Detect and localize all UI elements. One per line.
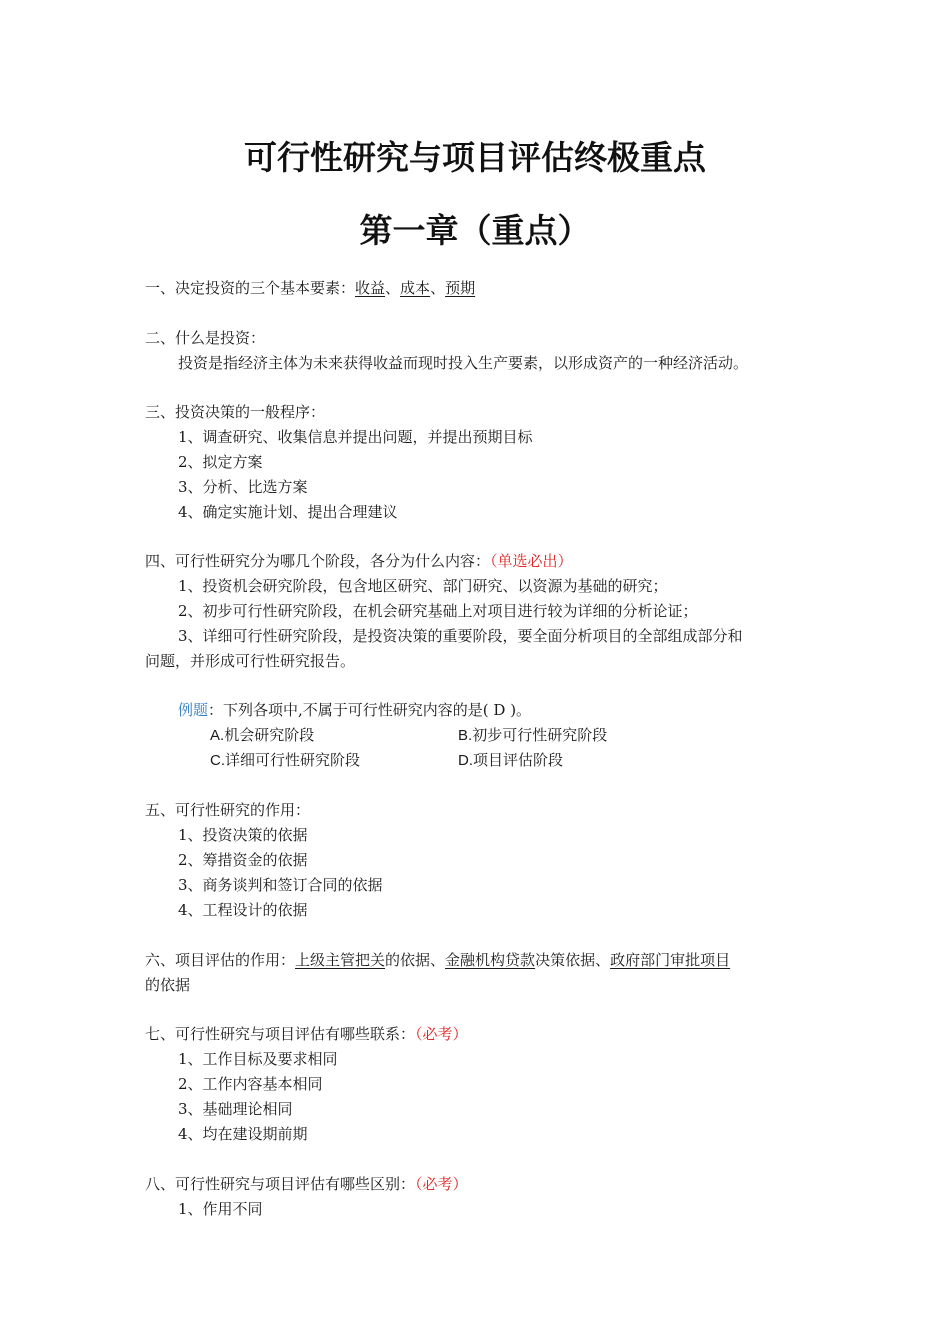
option-d: D.项目评估阶段 — [458, 751, 564, 769]
chapter-title: 第一章（重点） — [359, 211, 591, 250]
list-item: 4、均在建设期前期 — [178, 1125, 308, 1143]
term-bank-loan: 金融机构贷款 — [445, 951, 536, 969]
list-item: 3、详细可行性研究阶段，是投资决策的重要阶段，要全面分析项目的全部组成部分和 — [178, 627, 743, 645]
section-2-heading: 二、什么是投资： — [145, 329, 266, 347]
term-expectation: 预期 — [445, 279, 476, 297]
option-a: A.机会研究阶段 — [210, 726, 315, 744]
list-item: 2、初步可行性研究阶段，在机会研究基础上对项目进行较为详细的分析论证； — [178, 602, 698, 620]
list-item: 1、投资机会研究阶段，包含地区研究、部门研究、以资源为基础的研究； — [178, 577, 668, 595]
section-1: 一、决定投资的三个基本要素：收益、成本、预期 — [145, 279, 476, 297]
list-item: 4、工程设计的依据 — [178, 901, 308, 919]
document-title: 可行性研究与项目评估终极重点 — [244, 138, 706, 177]
list-item: 4、确定实施计划、提出合理建议 — [178, 503, 398, 521]
option-c: C.详细可行性研究阶段 — [210, 751, 361, 769]
list-item: 3、商务谈判和签订合同的依据 — [178, 876, 383, 894]
list-item: 3、分析、比选方案 — [178, 478, 308, 496]
exam-note: （单选必出） — [490, 552, 573, 570]
list-item-continuation: 问题，并形成可行性研究报告。 — [145, 652, 356, 670]
section-8-heading: 八、可行性研究与项目评估有哪些区别：（必考） — [145, 1175, 468, 1193]
exam-note: （必考） — [415, 1175, 468, 1193]
section-1-text: 一、决定投资的三个基本要素： — [145, 279, 356, 297]
option-b: B.初步可行性研究阶段 — [458, 726, 608, 744]
section-6-continuation: 的依据 — [145, 976, 191, 994]
example-question: 例题：下列各项中,不属于可行性研究内容的是( D )。 — [178, 701, 532, 719]
section-5-heading: 五、可行性研究的作用： — [145, 801, 311, 819]
term-cost: 成本 — [400, 279, 431, 297]
section-4-heading: 四、可行性研究分为哪几个阶段，各分为什么内容：（单选必出） — [145, 552, 573, 570]
list-item: 1、作用不同 — [178, 1200, 263, 1218]
term-government: 政府部门审批项目 — [610, 951, 731, 969]
section-6: 六、项目评估的作用：上级主管把关的依据、金融机构贷款决策依据、政府部门审批项目 — [145, 951, 731, 969]
list-item: 3、基础理论相同 — [178, 1100, 293, 1118]
list-item: 2、筹措资金的依据 — [178, 851, 308, 869]
term-supervisor: 上级主管把关 — [295, 951, 386, 969]
list-item: 1、投资决策的依据 — [178, 826, 308, 844]
section-7-heading: 七、可行性研究与项目评估有哪些联系：（必考） — [145, 1025, 468, 1043]
term-income: 收益 — [355, 279, 386, 297]
section-2-body: 投资是指经济主体为未来获得收益而现时投入生产要素，以形成资产的一种经济活动。 — [178, 354, 749, 372]
list-item: 1、工作目标及要求相同 — [178, 1050, 338, 1068]
example-label: 例题 — [178, 701, 209, 719]
list-item: 2、拟定方案 — [178, 453, 263, 471]
list-item: 2、工作内容基本相同 — [178, 1075, 323, 1093]
list-item: 1、调查研究、收集信息并提出问题，并提出预期目标 — [178, 428, 533, 446]
section-3-heading: 三、投资决策的一般程序： — [145, 403, 326, 421]
exam-note: （必考） — [415, 1025, 468, 1043]
